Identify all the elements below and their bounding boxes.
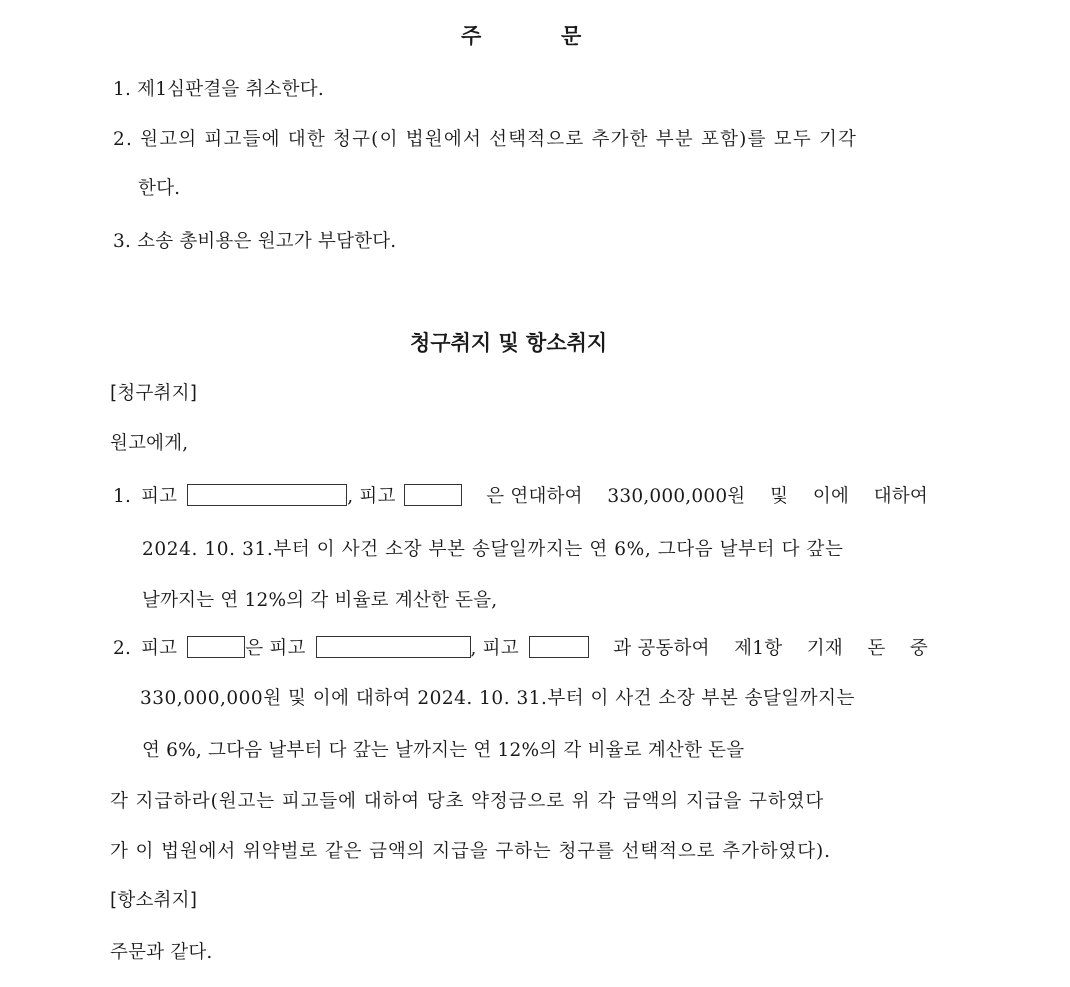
claim-item-1-line-1 bbox=[113, 484, 928, 510]
word-defendant: 피고 bbox=[141, 486, 178, 507]
word-amount: 330,000,000원 bbox=[607, 486, 746, 507]
pay-line-1: 각 지급하라(원고는 피고들에 대하여 당초 약정금으로 위 각 금액의 지급을 구하였다 bbox=[110, 791, 825, 812]
claim-item-2-number: 2. bbox=[113, 638, 132, 659]
judgment-item-1: 1. 제1심판결을 취소한다. bbox=[113, 79, 324, 100]
redacted-name-box bbox=[187, 484, 347, 506]
redacted-name-box bbox=[404, 484, 462, 506]
judgment-title-left: 주 bbox=[461, 24, 482, 48]
word-this: 이에 bbox=[812, 486, 850, 507]
redacted-name-box bbox=[316, 636, 471, 658]
claim-item-2-line-1 bbox=[113, 636, 928, 662]
word-and: 및 bbox=[770, 486, 789, 507]
claim-item-2-lead bbox=[113, 636, 589, 662]
redacted-name-box bbox=[529, 636, 589, 658]
word-defendant: 피고 bbox=[141, 638, 178, 659]
claim-item-1-line-3: 날까지는 연 12%의 각 비율로 계산한 돈을, bbox=[142, 590, 498, 611]
claim-label: [청구취지] bbox=[110, 383, 198, 404]
judgment-title-right: 문 bbox=[561, 24, 582, 48]
word-comma-defendant: , 피고 bbox=[347, 486, 396, 507]
claim-item-2-line-2: 330,000,000원 및 이에 대하여 2024. 10. 31.부터 이 사건 소장 부본 송달일까지는 bbox=[140, 688, 855, 709]
judgment-item-3: 3. 소송 총비용은 원고가 부담한다. bbox=[113, 231, 397, 252]
pay-line-2: 가 이 법원에서 위약벌로 같은 금액의 지급을 구하는 청구를 선택적으로 추가하였다). bbox=[110, 841, 831, 862]
claim-item-1-number: 1. bbox=[113, 486, 132, 507]
word-together: 과 공동하여 bbox=[613, 638, 710, 659]
claims-title: 청구취지 및 항소취지 bbox=[410, 331, 608, 355]
word-eun-defendant: 은 피고 bbox=[245, 638, 306, 659]
claim-item-1-lead bbox=[113, 484, 462, 510]
appeal-text: 주문과 같다. bbox=[110, 942, 213, 963]
word-regarding: 대하여 bbox=[873, 486, 928, 507]
word-art1: 제1항 bbox=[734, 638, 783, 659]
claim-item-1-line-2: 2024. 10. 31.부터 이 사건 소장 부본 송달일까지는 연 6%, 그다음 날부터 다 갚는 bbox=[142, 539, 844, 560]
word-stated: 기재 bbox=[806, 638, 843, 659]
judgment-item-2-cont: 한다. bbox=[138, 178, 181, 199]
addressee: 원고에게, bbox=[110, 433, 189, 454]
redacted-name-box bbox=[187, 636, 245, 658]
word-money: 돈 bbox=[867, 638, 886, 659]
judgment-item-2: 2. 원고의 피고들에 대한 청구(이 법원에서 선택적으로 추가한 부분 포함)를 모두 기각 bbox=[113, 129, 858, 150]
appeal-label: [항소취지] bbox=[110, 890, 198, 911]
claim-item-2-line-3: 연 6%, 그다음 날부터 다 갚는 날까지는 연 12%의 각 비율로 계산한 돈을 bbox=[142, 740, 745, 761]
word-among: 중 bbox=[909, 638, 928, 659]
word-comma-defendant: , 피고 bbox=[470, 638, 519, 659]
word-jointly: 은 연대하여 bbox=[486, 486, 583, 507]
